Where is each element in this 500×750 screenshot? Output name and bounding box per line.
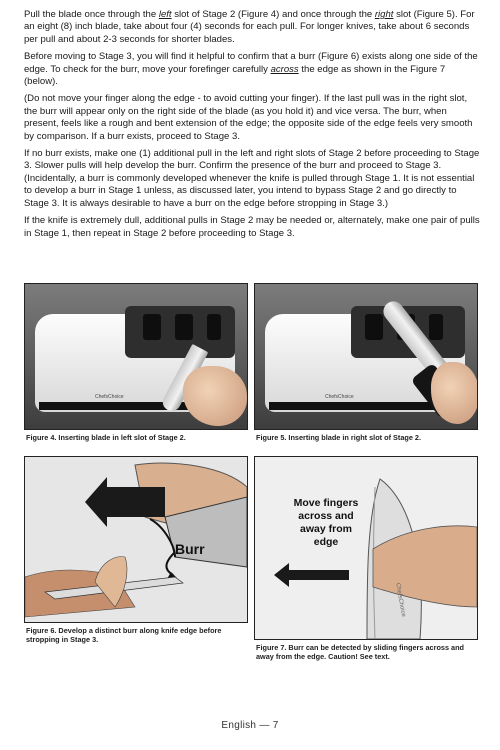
paragraph-5: If the knife is extremely dull, additional pulls in Stage 2 may be needed or, alternately, make one pair of pulls in Stage 1, then repeat in Stage 2 before proceeding to Stage 3. [24, 215, 480, 239]
right-emphasis: right [374, 9, 394, 20]
slot [365, 314, 383, 340]
burr-illustration [25, 457, 247, 622]
figure-4-photo [24, 283, 248, 430]
hand [183, 366, 247, 426]
slot [175, 314, 193, 340]
figure-6-caption: Figure 6. Develop a distinct burr along knife edge before stropping in Stage 3. [26, 626, 222, 644]
figure-4-caption: Figure 4. Inserting blade in left slot of Stage 2. [26, 433, 186, 442]
across-emphasis: across [270, 63, 299, 75]
figure-5-caption: Figure 5. Inserting blade in right slot of Stage 2. [256, 433, 422, 442]
move-fingers-label: Move fingers across and away from edge [293, 497, 359, 548]
figure-5-photo [254, 283, 478, 430]
paragraph-3: (Do not move your finger along the edge - to avoid cutting your finger). If the last pull was in the right slot, the burr will appear only on the right side of the blade (as you hold it) and vice versa. The burr, when present, feels like a rough and bent extension of the edge; the opposite side of the edge feels very smooth by comparison. If a burr exists, proceed to Stage 3. [24, 93, 473, 142]
paragraph-4: If no burr exists, make one (1) additional pull in the left and right slots of Stage 2 before proceeding to Stage 3. Slower pulls will help develop the burr. Confirm the presence of the burr and proceed to Stage 3. (Incidentally, a burr is commonly developed whenever the knife is pulled through Stage 1. It is not essential to develop a burr in Stage 1 unless, as discussed later, you intend to bypass Stage 2 and go directly to Stage 3. It is always desirable to have a burr on the edge before stropping in Stage 3.) [24, 148, 480, 209]
brand-label: ChefsChoice [325, 394, 354, 400]
left-emphasis: left [158, 9, 172, 20]
figure-6-photo [24, 456, 248, 623]
slot [207, 314, 221, 340]
brand-label: ChefsChoice [394, 582, 407, 618]
paragraph-1: Pull the blade once through the left slot of Stage 2 (Figure 4) and once through the right slot (Figure 5). For an eight (8) inch blade, take about four (4) seconds for each pull. For longer knives, take about 6 seconds per pull and about 2-3 seconds for shorter blades. [24, 9, 475, 45]
figure-7-photo [254, 456, 478, 640]
figure-7-caption: Figure 7. Burr can be detected by sliding fingers across and away from the edge. Caution! See text. [256, 643, 465, 661]
instructions-text [24, 9, 480, 245]
slot [429, 314, 443, 340]
brand-label: ChefsChoice [95, 394, 124, 400]
paragraph-2: Before moving to Stage 3, you will find it helpful to confirm that a burr (Figure 6) exists along one side of the edge. To check for the burr, move your forefinger carefully across the edge as shown in the Figure 7 (below). [24, 51, 478, 88]
burr-label: Burr [175, 541, 205, 557]
page-footer: English — 7 [221, 720, 279, 731]
slot [143, 314, 161, 340]
